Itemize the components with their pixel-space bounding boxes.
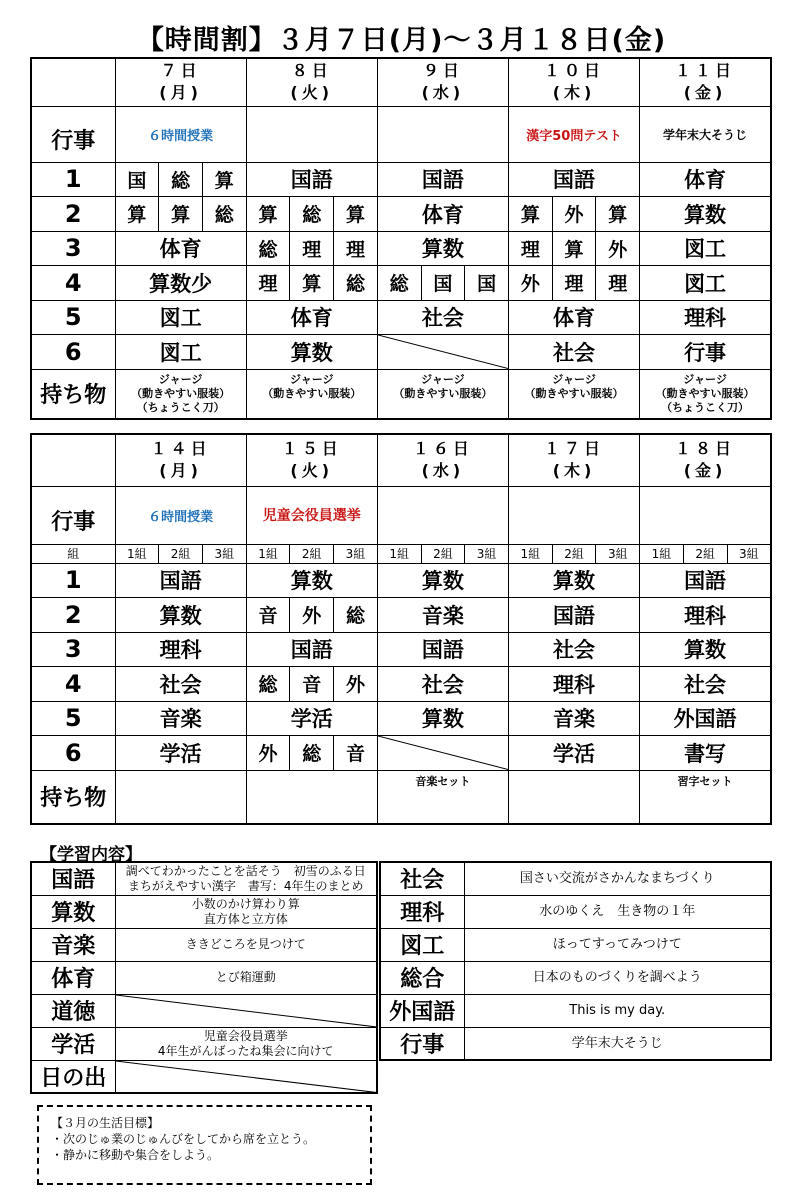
kumi-cell: 2組: [683, 544, 727, 563]
subject-cell: 国語: [246, 632, 377, 667]
class-subject-cell: 総: [290, 197, 334, 232]
period-row: [31, 266, 771, 301]
corner-cell: [31, 58, 115, 106]
study-subject: 体育: [31, 961, 115, 994]
day-header: １１日 (金): [640, 58, 771, 106]
study-line: 小数のかけ算わり算: [191, 896, 300, 911]
class-subject-cell: 総: [159, 162, 203, 197]
subject-cell: 算数: [377, 701, 508, 736]
class-subject-cell: 総: [246, 667, 290, 702]
kumi-cell: 2組: [552, 544, 596, 563]
study-row: [31, 1060, 377, 1093]
class-subject-cell: 算: [552, 231, 596, 266]
period-row: [31, 197, 771, 232]
study-subject: 道徳: [31, 994, 115, 1027]
period-row: [31, 736, 771, 771]
event-row-label: 行事: [31, 106, 115, 162]
subject-cell: 図工: [640, 266, 771, 301]
study-table-left: [30, 861, 378, 1094]
belongings-cell: [246, 770, 377, 824]
belongings-cell: ジャージ （動きやすい服装） （ちょうこく刀）: [640, 369, 771, 419]
day-header: １６日 (水): [377, 434, 508, 486]
day-header: ７日 (月): [115, 58, 246, 106]
timetable-week2: [30, 433, 772, 825]
timetable-week1: [30, 57, 772, 420]
study-section-label: 【学習内容】: [40, 845, 142, 865]
subject-cell: 音楽: [508, 701, 639, 736]
study-content: 学年末大そうじ: [464, 1027, 771, 1060]
kumi-label: 組: [31, 544, 115, 563]
period-number: 4: [31, 667, 115, 702]
event-cell: [377, 106, 508, 162]
subject-cell: 音楽: [377, 598, 508, 633]
subject-cell: 算数: [246, 563, 377, 598]
monthly-goal-item: ・次のじゅ業のじゅんびをしてから席を立とう。: [51, 1132, 316, 1146]
kumi-cell: 3組: [334, 544, 378, 563]
subject-cell: 国語: [246, 162, 377, 197]
period-number: 1: [31, 162, 115, 197]
subject-cell: 図工: [640, 231, 771, 266]
kumi-cell: 3組: [465, 544, 509, 563]
study-content: [115, 961, 377, 994]
study-subject: 学活: [31, 1027, 115, 1060]
study-subject: 外国語: [380, 994, 464, 1027]
period-number: 6: [31, 335, 115, 370]
page-title: 【時間割】３月７日(月)〜３月１８日(金): [136, 25, 667, 56]
study-row: [380, 862, 771, 895]
subject-cell: 理科: [508, 667, 639, 702]
subject-cell: 図工: [115, 300, 246, 335]
monthly-goal-item: ・静かに移動や集合をしよう。: [51, 1148, 220, 1162]
belongings-cell: [115, 770, 246, 824]
subject-cell: 算数: [640, 632, 771, 667]
class-subject-cell: 算: [334, 197, 378, 232]
study-row: [380, 895, 771, 928]
subject-cell: 書写: [640, 736, 771, 771]
kumi-cell: 1組: [508, 544, 552, 563]
subject-cell: 体育: [640, 162, 771, 197]
subject-cell: 国語: [508, 598, 639, 633]
subject-cell: 国語: [115, 563, 246, 598]
class-subject-cell: 外: [334, 667, 378, 702]
study-row: [31, 1027, 377, 1060]
study-content: [115, 895, 377, 928]
class-subject-cell: 国: [421, 266, 465, 301]
diagonal-line: [116, 995, 377, 1027]
study-row: [31, 961, 377, 994]
kumi-cell: 1組: [246, 544, 290, 563]
study-line: 4年生がんばったね集会に向けて: [157, 1043, 334, 1058]
class-subject-cell: 算: [159, 197, 203, 232]
subject-cell: 音楽: [115, 701, 246, 736]
kumi-cell: 1組: [377, 544, 421, 563]
class-subject-cell: 外: [246, 736, 290, 771]
day-header: １８日 (金): [640, 434, 771, 486]
empty-slot: [377, 736, 508, 771]
subject-cell: 体育: [246, 300, 377, 335]
period-number: 5: [31, 300, 115, 335]
study-row: [380, 961, 771, 994]
subject-cell: 社会: [640, 667, 771, 702]
subject-cell: 算数少: [115, 266, 246, 301]
belongings-cell: [508, 770, 639, 824]
subject-cell: 算数: [377, 231, 508, 266]
subject-cell: 体育: [508, 300, 639, 335]
event-cell: 漢字50問テスト: [508, 106, 639, 162]
class-subject-cell: 音: [246, 598, 290, 633]
event-cell: [377, 486, 508, 544]
class-subject-cell: 総: [290, 736, 334, 771]
study-line: 児童会役員選挙: [203, 1028, 288, 1043]
day-header: １５日 (火): [246, 434, 377, 486]
study-line: ききどころを見つけて: [185, 937, 306, 951]
class-subject-cell: 理: [290, 231, 334, 266]
class-subject-cell: 外: [552, 197, 596, 232]
study-subject: 国語: [31, 862, 115, 895]
period-row: [31, 300, 771, 335]
belongings-row-label: 持ち物: [31, 770, 115, 824]
diagonal-line: [116, 1061, 377, 1093]
class-subject-cell: 外: [290, 598, 334, 633]
class-subject-cell: 算: [202, 162, 246, 197]
kumi-cell: 1組: [640, 544, 684, 563]
class-subject-cell: 外: [508, 266, 552, 301]
study-content: [115, 928, 377, 961]
subject-cell: 算数: [640, 197, 771, 232]
period-number: 6: [31, 736, 115, 771]
study-line: まちがえやすい漢字 書写：4年生のまとめ: [127, 878, 364, 893]
study-row: [380, 994, 771, 1027]
class-subject-cell: 国: [465, 266, 509, 301]
belongings-cell: ジャージ （動きやすい服装）: [508, 369, 639, 419]
class-subject-cell: 算: [115, 197, 159, 232]
study-subject: 行事: [380, 1027, 464, 1060]
study-row: [31, 928, 377, 961]
study-subject: 社会: [380, 862, 464, 895]
subject-cell: 国語: [377, 632, 508, 667]
period-number: 2: [31, 598, 115, 633]
empty-slot: [115, 1060, 377, 1093]
period-row: [31, 598, 771, 633]
study-row: [31, 895, 377, 928]
period-number: 3: [31, 632, 115, 667]
class-subject-cell: 総: [246, 231, 290, 266]
event-cell: [640, 486, 771, 544]
subject-cell: 理科: [640, 598, 771, 633]
period-row: [31, 162, 771, 197]
study-line: とび箱運動: [215, 970, 276, 984]
study-content: 国さい交流がさかんなまちづくり: [464, 862, 771, 895]
study-content: [115, 862, 377, 895]
period-row: [31, 701, 771, 736]
subject-cell: 社会: [508, 632, 639, 667]
event-cell: ６時間授業: [115, 106, 246, 162]
subject-cell: 社会: [377, 300, 508, 335]
class-subject-cell: 外: [596, 231, 640, 266]
subject-cell: 理科: [115, 632, 246, 667]
day-header: １４日 (月): [115, 434, 246, 486]
class-subject-cell: 算: [508, 197, 552, 232]
event-cell: [246, 106, 377, 162]
day-header: ９日 (水): [377, 58, 508, 106]
period-number: 4: [31, 266, 115, 301]
class-subject-cell: 総: [377, 266, 421, 301]
study-content: 日本のものづくりを調べよう: [464, 961, 771, 994]
subject-cell: 学活: [115, 736, 246, 771]
subject-cell: 社会: [377, 667, 508, 702]
belongings-cell: 音楽セット: [377, 770, 508, 824]
kumi-cell: 1組: [115, 544, 159, 563]
study-subject: 図工: [380, 928, 464, 961]
subject-cell: 体育: [377, 197, 508, 232]
class-subject-cell: 総: [334, 266, 378, 301]
event-cell: 学年末大そうじ: [640, 106, 771, 162]
belongings-cell: ジャージ （動きやすい服装） （ちょうこく刀）: [115, 369, 246, 419]
period-row: [31, 632, 771, 667]
subject-cell: 国語: [508, 162, 639, 197]
class-subject-cell: 算: [596, 197, 640, 232]
study-table-right: [379, 861, 772, 1061]
subject-cell: 理科: [640, 300, 771, 335]
subject-cell: 外国語: [640, 701, 771, 736]
study-row: [380, 928, 771, 961]
study-line: 直方体と立方体: [203, 911, 288, 926]
subject-cell: 国語: [377, 162, 508, 197]
event-row-label: 行事: [31, 486, 115, 544]
class-subject-cell: 算: [290, 266, 334, 301]
study-content: This is my day.: [464, 994, 771, 1027]
subject-cell: 行事: [640, 335, 771, 370]
diagonal-line: [378, 335, 508, 369]
kumi-cell: 2組: [421, 544, 465, 563]
class-subject-cell: 理: [246, 266, 290, 301]
subject-cell: 体育: [115, 231, 246, 266]
empty-slot: [377, 335, 508, 370]
study-subject: 日の出: [31, 1060, 115, 1093]
class-subject-cell: 音: [290, 667, 334, 702]
subject-cell: 学活: [508, 736, 639, 771]
subject-cell: 算数: [115, 598, 246, 633]
monthly-goal-box: [37, 1105, 372, 1185]
class-subject-cell: 理: [596, 266, 640, 301]
study-subject: 理科: [380, 895, 464, 928]
class-subject-cell: 国: [115, 162, 159, 197]
day-header: １０日 (木): [508, 58, 639, 106]
subject-cell: 社会: [115, 667, 246, 702]
day-header: ８日 (火): [246, 58, 377, 106]
kumi-cell: 2組: [290, 544, 334, 563]
belongings-cell: ジャージ （動きやすい服装）: [246, 369, 377, 419]
kumi-cell: 3組: [202, 544, 246, 563]
study-row: [31, 994, 377, 1027]
subject-cell: 図工: [115, 335, 246, 370]
study-line: 調べてわかったことを話そう 初雪のふる日: [125, 863, 366, 878]
study-subject: 算数: [31, 895, 115, 928]
subject-cell: 学活: [246, 701, 377, 736]
study-content: ほってすってみつけて: [464, 928, 771, 961]
class-subject-cell: 総: [334, 598, 378, 633]
study-content: 水のゆくえ 生き物の１年: [464, 895, 771, 928]
class-subject-cell: 総: [202, 197, 246, 232]
period-row: [31, 231, 771, 266]
period-number: 2: [31, 197, 115, 232]
study-row: [31, 862, 377, 895]
subject-cell: 国語: [640, 563, 771, 598]
class-subject-cell: 理: [334, 231, 378, 266]
period-number: 5: [31, 701, 115, 736]
belongings-cell: ジャージ （動きやすい服装）: [377, 369, 508, 419]
class-subject-cell: 理: [508, 231, 552, 266]
diagonal-line: [378, 736, 508, 770]
kumi-cell: 3組: [727, 544, 771, 563]
empty-slot: [115, 994, 377, 1027]
event-cell: ６時間授業: [115, 486, 246, 544]
subject-cell: 算数: [508, 563, 639, 598]
belongings-row-label: 持ち物: [31, 369, 115, 419]
subject-cell: 算数: [246, 335, 377, 370]
event-cell: 児童会役員選挙: [246, 486, 377, 544]
kumi-cell: 3組: [596, 544, 640, 563]
study-content: [115, 1027, 377, 1060]
period-number: 1: [31, 563, 115, 598]
subject-cell: 算数: [377, 563, 508, 598]
study-subject: 音楽: [31, 928, 115, 961]
kumi-cell: 2組: [159, 544, 203, 563]
belongings-cell: 習字セット: [640, 770, 771, 824]
study-subject: 総合: [380, 961, 464, 994]
class-subject-cell: 算: [246, 197, 290, 232]
subject-cell: 社会: [508, 335, 639, 370]
corner-cell: [31, 434, 115, 486]
class-subject-cell: 理: [552, 266, 596, 301]
day-header: １７日 (木): [508, 434, 639, 486]
class-subject-cell: 音: [334, 736, 378, 771]
period-row: [31, 335, 771, 370]
event-cell: [508, 486, 639, 544]
monthly-goal-title: 【３月の生活目標】: [51, 1116, 160, 1130]
period-row: [31, 667, 771, 702]
study-row: [380, 1027, 771, 1060]
period-row: [31, 563, 771, 598]
period-number: 3: [31, 231, 115, 266]
